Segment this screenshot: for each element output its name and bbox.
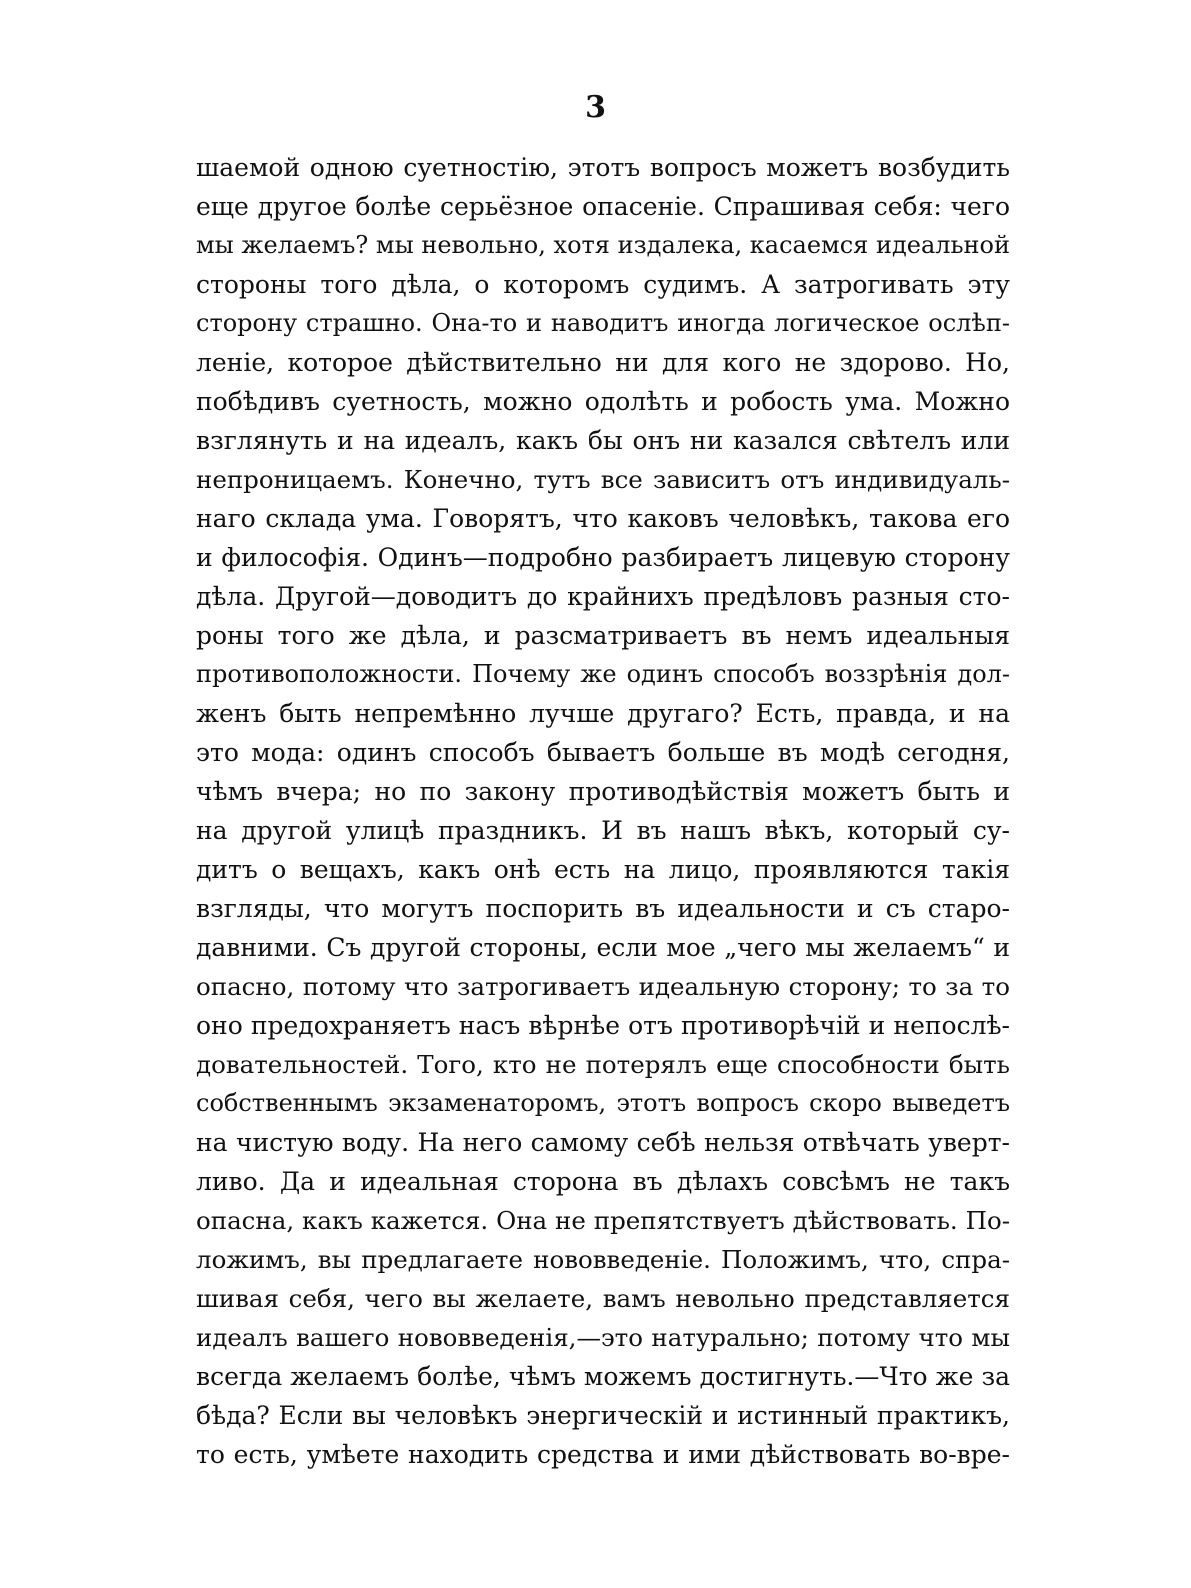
text-line: мы желаемъ? мы невольно, хотя издалека, касаемся идеальной: [196, 231, 1010, 259]
text-line: еще другое болѣе серьёзное опасеніе. Спрашивая себя: чего: [196, 192, 1010, 221]
text-line: собственнымъ экзаменаторомъ, этотъ вопросъ скоро выведетъ: [196, 1089, 1010, 1117]
text-line: стороны того дѣла, о которомъ судимъ. А затрогивать эту: [196, 270, 1010, 299]
text-line: давними. Съ другой стороны, если мое „чего мы желаемъ“ и: [196, 933, 1010, 962]
text-line: бѣда? Если вы человѣкъ энергическій и истинный практикъ,: [196, 1401, 1010, 1430]
text-line: сторону страшно. Она-то и наводитъ иногда логическое ослѣп-: [196, 309, 1010, 337]
text-line: шивая себя, чего вы желаете, вамъ невольно представляется: [196, 1284, 1010, 1313]
body-text: [196, 148, 1010, 1474]
text-line: чѣмъ вчера; но по закону противодѣйствія можетъ быть и: [196, 777, 1010, 806]
text-line: взглянуть и на идеалъ, какъ бы онъ ни казался свѣтелъ или: [196, 426, 1010, 455]
text-line: ливо. Да и идеальная сторона въ дѣлахъ совсѣмъ не такъ: [196, 1167, 1010, 1196]
text-line: взгляды, что могутъ поспорить въ идеальности и съ старо-: [196, 894, 1010, 923]
text-line: и философія. Одинъ—подробно разбираетъ лицевую сторону: [196, 543, 1010, 572]
text-line: наго склада ума. Говорятъ, что каковъ человѣкъ, такова его: [196, 504, 1010, 533]
text-line: то есть, умѣете находить средства и ими дѣйствовать во-вре-: [196, 1440, 1010, 1469]
text-line: побѣдивъ суетность, можно одолѣть и робость ума. Можно: [196, 387, 1010, 416]
text-line: идеалъ вашего нововведенія,—это натурально; потому что мы: [196, 1323, 1010, 1352]
text-line: это мода: одинъ способъ бываетъ больше въ модѣ сегодня,: [196, 738, 1010, 767]
text-line: на другой улицѣ праздникъ. И въ нашъ вѣкъ, который су-: [196, 816, 1010, 845]
text-line: женъ быть непремѣнно лучше другаго? Есть, правда, и на: [196, 699, 1010, 728]
text-line: всегда желаемъ болѣе, чѣмъ можемъ достигнуть.—Что же за: [196, 1362, 1010, 1391]
text-line: на чистую воду. На него самому себѣ нельзя отвѣчать уверт-: [196, 1128, 1010, 1157]
text-line: ложимъ, вы предлагаете нововведеніе. Положимъ, что, спра-: [196, 1245, 1010, 1274]
text-line: дитъ о вещахъ, какъ онѣ есть на лицо, проявляются такія: [196, 855, 1010, 884]
text-line: роны того же дѣла, и разсматриваетъ въ немъ идеальныя: [196, 621, 1010, 650]
text-line: непроницаемъ. Конечно, тутъ все зависитъ отъ индивидуаль-: [196, 465, 1010, 494]
text-line: оно предохраняетъ насъ вѣрнѣе отъ противорѣчій и непослѣ-: [196, 1011, 1010, 1040]
text-line: противоположности. Почему же одинъ способъ воззрѣнія дол-: [196, 660, 1010, 688]
text-line: опасно, потому что затрогиваетъ идеальную сторону; то за то: [196, 972, 1010, 1001]
text-line: шаемой одною суетностію, этотъ вопросъ можетъ возбудить: [196, 153, 1010, 182]
text-line: опасна, какъ кажется. Она не препятствуетъ дѣйствовать. По-: [196, 1206, 1010, 1235]
page-number: 3: [585, 90, 606, 125]
text-line: довательностей. Того, кто не потерялъ еще способности быть: [196, 1050, 1010, 1079]
text-line: леніе, которое дѣйствительно ни для кого не здорово. Но,: [196, 348, 1010, 377]
text-line: дѣла. Другой—доводитъ до крайнихъ предѣловъ разныя сто-: [196, 582, 1010, 611]
